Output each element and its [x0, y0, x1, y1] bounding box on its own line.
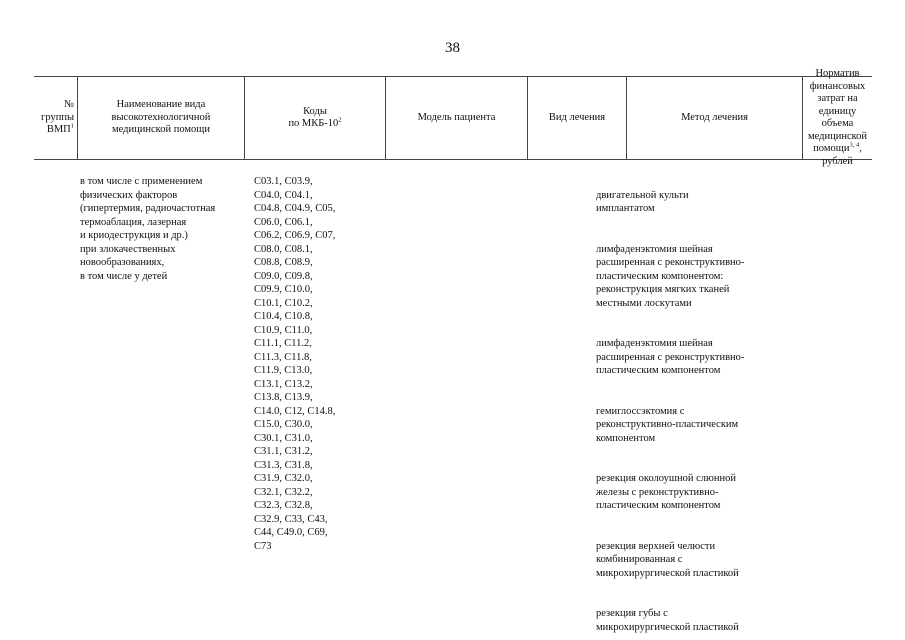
method-item: гемиглоссэктомия с реконструктивно-пластическим компонентом [596, 405, 739, 444]
header-patient-model: Модель пациента [386, 77, 528, 159]
method-item: резекция верхней челюсти комбинированная с микрохирургической пластикой [596, 540, 739, 579]
method-item: лимфаденэктомия шейная расширенная с реконструктивно- пластическим компонентом: реконструкция мягких тканей местными лоскутами [596, 243, 745, 309]
header-care-type-name: Наименование вида высокотехнологичной медицинской помощи [78, 77, 245, 159]
header-icd-codes-label: Коды по МКБ-$10^2$ [288, 105, 342, 129]
row-icd-codes: C03.1, C03.9, C04.0, C04.1, C04.8, C04.9, C05, C06.0, C06.1, C06.2, C06.9, C07, C08.0, C08.1, C08.8, C08.9, C09.0, C09.8, C09.9, C10.0, C10.1, C10.2, C10.4, C10.8, C10.9, C11.0, C11.1, C11.2, C11.3, C11.8, C11.9, C13.0, C13.1, C13.2, C13.8, C13.9, C14.0, C12, C14.8, C15.0, C30.0, C30.1, C31.0, C31.1, C31.2, C31.3, C31.8, C31.9, C32.0, C32.1, C32.2, C32.3, C32.8, C32.9, C33, C43, C44, C49.0, C69, C73 [254, 176, 336, 552]
header-icd-codes [245, 77, 386, 159]
header-group-number-label: № группы ВМП$^1$ [41, 99, 74, 136]
header-financial-norm [803, 68, 872, 167]
method-item: лимфаденэктомия шейная расширенная с реконструктивно- пластическим компонентом [596, 338, 745, 376]
method-item: резекция губы с микрохирургической пластикой [596, 608, 739, 633]
page-number: 38 [445, 40, 460, 56]
header-group-number [34, 77, 78, 159]
table-header [34, 68, 872, 167]
method-item: резекция околоушной слюнной железы с реконструктивно- пластическим компонентом [596, 473, 736, 511]
header-treatment-method: Метод лечения [627, 77, 803, 159]
header-financial-norm-label: Норматив финансовых затрат на единицу объема медицинской помощи$^{3, 4}$, рублей [807, 68, 868, 167]
header-treatment-type: Вид лечения [528, 77, 627, 159]
row-care-type-name: в том числе с применением физических факторов (гипертермия, радиочастотная термоаблация, лазерная и криодеструкция и др.) при злокачественных новообразованиях, в том числе у детей [80, 176, 216, 282]
method-item: двигательной культи имплантатом [596, 189, 689, 214]
row-treatment-methods [596, 175, 776, 640]
